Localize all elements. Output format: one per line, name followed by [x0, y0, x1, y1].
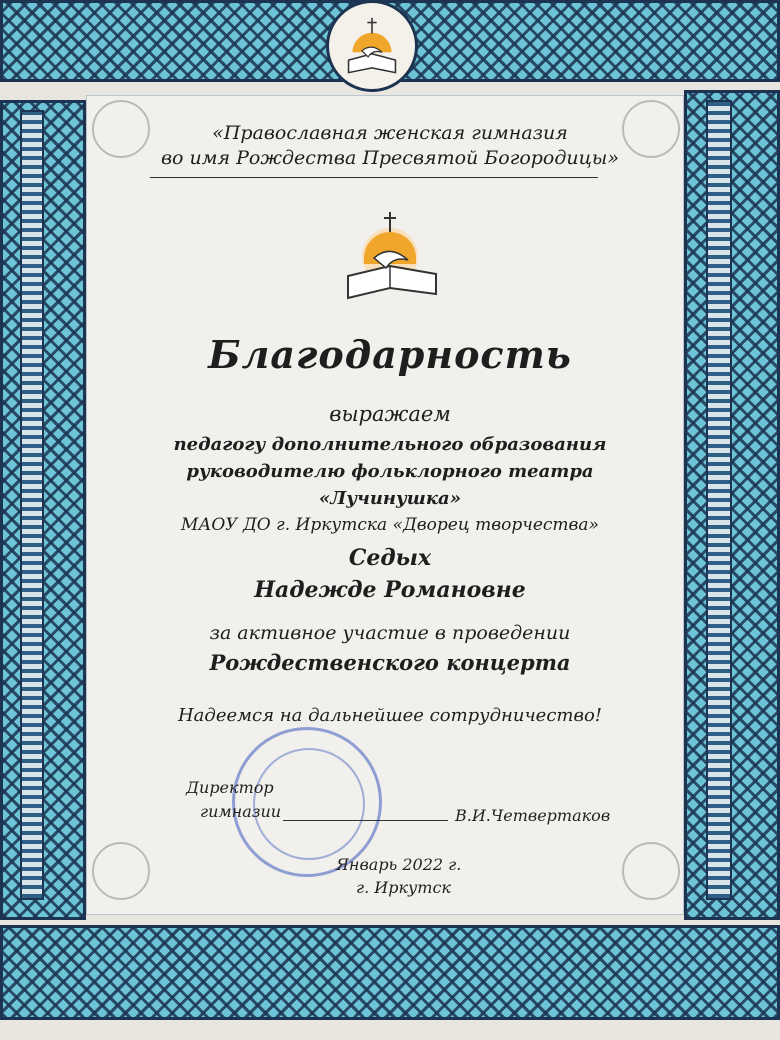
reason-line-1: за активное участие в проведении — [209, 622, 571, 644]
theatre-name: «Лучинушка» — [319, 488, 461, 509]
recipient-role-line-2: руководителю фольклорного театра — [186, 461, 594, 482]
recipient-given-names: Надежде Романовне — [254, 577, 526, 603]
issue-date: Январь 2022 г. — [336, 855, 462, 874]
signature-position-line-2: гимназии — [200, 802, 282, 821]
corner-ornament-bottom-left — [92, 842, 150, 900]
bottom-ornament-border — [0, 925, 780, 1020]
corner-ornament-bottom-right — [622, 842, 680, 900]
signature-position-line-1: Директор — [186, 778, 274, 797]
recipient-role-line-1: педагогу дополнительного образования — [173, 434, 607, 455]
left-inner-ornament — [20, 110, 44, 900]
school-name-underline — [150, 177, 598, 178]
cooperation-wish: Надеемся на дальнейшее сотрудничество! — [177, 705, 603, 726]
organization-name: МАОУ ДО г. Иркутска «Дворец творчества» — [181, 515, 599, 535]
right-inner-ornament — [706, 100, 732, 900]
expression-text: выражаем — [329, 402, 451, 426]
right-ornament-border — [684, 90, 780, 920]
issue-city: г. Иркутск — [356, 878, 451, 897]
signature-line — [283, 820, 448, 821]
recipient-surname: Седых — [348, 545, 432, 571]
top-medallion-emblem-icon — [326, 0, 418, 92]
school-name-line-1: «Православная женская гимназия — [212, 122, 568, 144]
signatory-name: В.И.Четвертаков — [455, 806, 611, 825]
certificate-title: Благодарность — [208, 332, 572, 377]
reason-line-2: Рождественского концерта — [209, 650, 571, 675]
school-name-line-2: во имя Рождества Пресвятой Богородицы» — [160, 147, 619, 169]
church-dome-dove-book-icon — [338, 208, 448, 308]
